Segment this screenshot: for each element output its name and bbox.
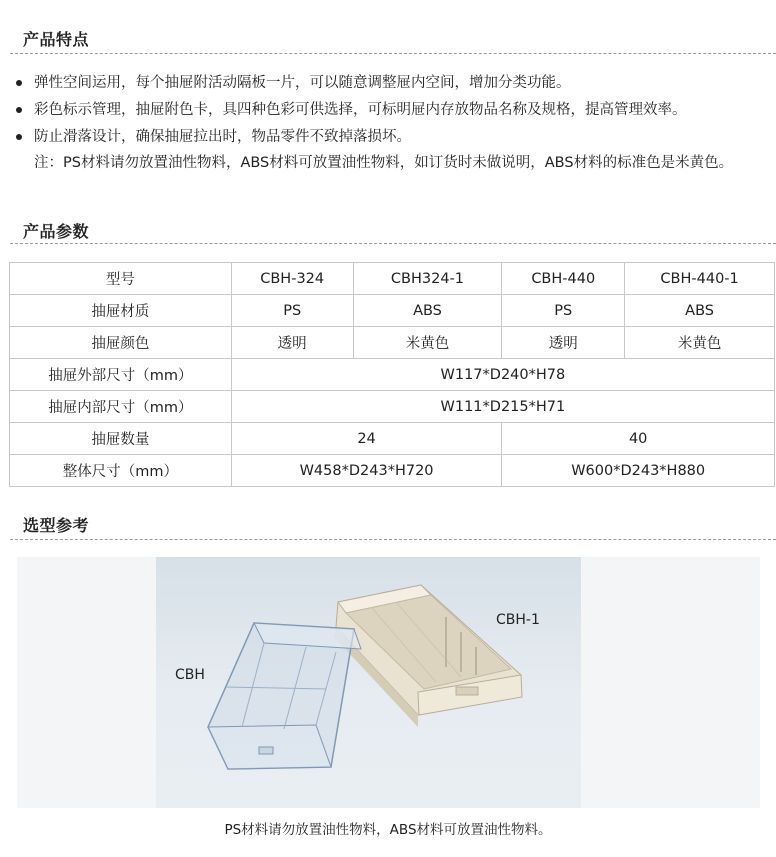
table-cell: PS [231, 295, 353, 327]
table-row [10, 423, 775, 455]
table-row [10, 359, 775, 391]
table-cell: 40 [502, 423, 775, 455]
divider [10, 539, 776, 540]
material-note: 注：PS材料请勿放置油性物料，ABS材料可放置油性物料，如订货时未做说明，ABS材料的标准色是米黄色。 [34, 155, 734, 171]
table-cell: CBH-440-1 [625, 263, 775, 295]
row-label: 抽屉数量 [10, 423, 232, 455]
bullet-icon [16, 134, 22, 140]
table-cell: ABS [625, 295, 775, 327]
clear-drawer-image [208, 623, 361, 769]
table-cell: 透明 [231, 327, 353, 359]
table-row [10, 263, 775, 295]
table-row [10, 391, 775, 423]
table-row [10, 295, 775, 327]
photo-caption: PS材料请勿放置油性物料，ABS材料可放置油性物料。 [224, 822, 552, 838]
row-label: 整体尺寸（mm） [10, 455, 232, 487]
selection-title: 选型参考 [23, 516, 90, 535]
table-cell: CBH-324 [231, 263, 353, 295]
photo-margin [17, 557, 156, 808]
photo-margin [581, 557, 760, 808]
table-cell: 24 [231, 423, 502, 455]
row-label: 抽屉材质 [10, 295, 232, 327]
feature-item [14, 70, 764, 97]
divider [10, 243, 776, 244]
params-table [9, 262, 775, 487]
table-cell: W458*D243*H720 [231, 455, 502, 487]
feature-item [14, 124, 764, 151]
table-cell: 透明 [502, 327, 625, 359]
features-list [14, 70, 764, 174]
bullet-icon [16, 107, 22, 113]
features-title: 产品特点 [23, 30, 90, 49]
table-cell: 米黄色 [353, 327, 502, 359]
table-cell: 米黄色 [625, 327, 775, 359]
table-cell: PS [502, 295, 625, 327]
photo-label-left: CBH [175, 667, 205, 683]
table-cell: CBH324-1 [353, 263, 502, 295]
divider [10, 53, 776, 54]
drawer-illustration [156, 557, 581, 808]
row-label: 抽屉内部尺寸（mm） [10, 391, 232, 423]
table-row [10, 327, 775, 359]
params-title: 产品参数 [23, 222, 90, 241]
feature-text: 防止滑落设计，确保抽屉拉出时，物品零件不致掉落损坏。 [34, 129, 411, 145]
table-cell: W600*D243*H880 [502, 455, 775, 487]
table-cell: ABS [353, 295, 502, 327]
product-photo [156, 557, 581, 808]
photo-label-right: CBH-1 [496, 612, 540, 628]
row-label: 型号 [10, 263, 232, 295]
bullet-icon [16, 80, 22, 86]
table-cell: W111*D215*H71 [231, 391, 774, 423]
feature-text: 彩色标示管理，抽屉附色卡，具四种色彩可供选择，可标明屉内存放物品名称及规格，提高管理效率。 [34, 102, 687, 118]
beige-drawer-image [334, 585, 522, 727]
feature-text: 弹性空间运用，每个抽屉附活动隔板一片，可以随意调整屉内空间，增加分类功能。 [34, 75, 571, 91]
row-label: 抽屉外部尺寸（mm） [10, 359, 232, 391]
table-cell: W117*D240*H78 [231, 359, 774, 391]
table-cell: CBH-440 [502, 263, 625, 295]
table-row [10, 455, 775, 487]
row-label: 抽屉颜色 [10, 327, 232, 359]
feature-item [14, 97, 764, 124]
